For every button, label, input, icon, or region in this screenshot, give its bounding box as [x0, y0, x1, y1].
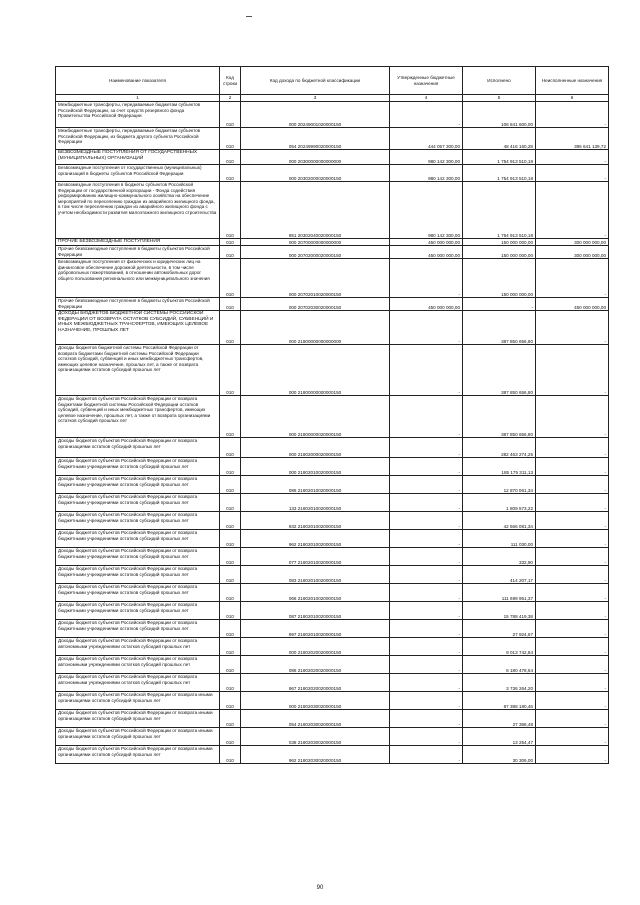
line-code-cell: 010 [220, 298, 241, 311]
budget-code-cell: 000 20249001020000150 [241, 102, 390, 128]
budget-code-cell: 000 20702030020000150 [241, 298, 390, 311]
budget-code-cell: 000 21802010020000150 [241, 458, 390, 476]
approved-cell: 444 057 300,00 [390, 128, 463, 150]
executed-cell: 282 463 274,25 [463, 438, 536, 458]
executed-cell: 27 924,67 [463, 620, 536, 638]
table-row [56, 165, 609, 182]
budget-code-cell: 066 21802010020000150 [241, 584, 390, 602]
column-number: 3 [241, 95, 390, 102]
indicator-name-cell: Доходы бюджетов субъектов Российской Федерации от возврата иными организациями остатков субсидий прошлых лет [56, 710, 220, 728]
approved-cell: - [390, 710, 463, 728]
indicator-name-cell: Доходы бюджетов бюджетной системы Российской Федерации от возврата бюджетами бюджетной системы Российской Федерации остатков субсидий, субвенций и иных межбюджетных трансфертов, имеющих целевое назначение, прошлых лет, а также от возврата организациями остатков субсидий прошлых лет [56, 345, 220, 396]
executed-cell: 48 416 160,28 [463, 128, 536, 150]
column-number: 1 [56, 95, 220, 102]
indicator-name-cell: Доходы бюджетов субъектов Российской Федерации от возврата бюджетными учреждениями остатков субсидий прошлых лет [56, 566, 220, 584]
executed-cell: 9 013 742,84 [463, 638, 536, 656]
column-number: 2 [220, 95, 241, 102]
table-row [56, 728, 609, 746]
executed-cell: - [463, 298, 536, 311]
budget-code-cell: 083 21802010020000150 [241, 566, 390, 584]
line-code-cell: 010 [220, 620, 241, 638]
approved-cell: - [390, 584, 463, 602]
executed-cell: 27 368,48 [463, 710, 536, 728]
unexecuted-cell: - [536, 746, 609, 764]
table-row [56, 128, 609, 150]
indicator-name-cell: Доходы бюджетов субъектов Российской Федерации от возврата бюджетными учреждениями остатков субсидий прошлых лет [56, 476, 220, 494]
approved-cell: - [390, 620, 463, 638]
column-number: 6 [536, 95, 609, 102]
approved-cell: 980 142 300,00 [390, 150, 463, 165]
table-row [56, 345, 609, 396]
indicator-name-cell: Межбюджетные трансферты, передаваемые бюджетам субъектов Российской Федерации, из бюджета другого субъекта Российской Федерации [56, 128, 220, 150]
table-row [56, 602, 609, 620]
unexecuted-cell: - [536, 182, 609, 239]
unexecuted-cell: - [536, 584, 609, 602]
table-row [56, 494, 609, 512]
approved-cell: 980 142 300,00 [390, 182, 463, 239]
table-row [56, 530, 609, 548]
unexecuted-cell: 300 000 000,00 [536, 246, 609, 259]
indicator-name-cell: Доходы бюджетов субъектов Российской Федерации от возврата иными организациями остатков субсидий прошлых лет [56, 728, 220, 746]
indicator-name-cell: Доходы бюджетов субъектов Российской Федерации от возврата бюджетными учреждениями остатков субсидий прошлых лет [56, 494, 220, 512]
unexecuted-cell: - [536, 548, 609, 566]
unexecuted-cell: - [536, 458, 609, 476]
unexecuted-cell: - [536, 566, 609, 584]
budget-code-cell: 087 21802010020000150 [241, 602, 390, 620]
indicator-name-cell: ДОХОДЫ БЮДЖЕТОВ БЮДЖЕТНОЙ СИСТЕМЫ РОССИЙСКОЙ ФЕДЕРАЦИИ ОТ ВОЗВРАТА ОСТАТКОВ СУБСИДИЙ, СУБВЕНЦИЙ И ИНЫХ МЕЖБЮДЖЕТНЫХ ТРАНСФЕРТОВ, ИМЕЮЩИХ ЦЕЛЕВОЕ НАЗНАЧЕНИЕ, ПРОШЛЫХ ЛЕТ [56, 311, 220, 345]
header-executed: Исполнено [463, 67, 536, 95]
executed-cell: 87 388 180,46 [463, 692, 536, 710]
table-row [56, 239, 609, 246]
unexecuted-cell: - [536, 476, 609, 494]
approved-cell: - [390, 746, 463, 764]
approved-cell: - [390, 476, 463, 494]
indicator-name-cell: Безвозмездные поступления в бюджеты субъектов Российской Федерации от государственной корпорации - Фонда содействия реформированию жилищно-коммунального хозяйства на обеспечение мероприятий по переселению граждан из аварийного жилищного фонда, в том числе переселению граждан из аварийного жилищного фонда с учетом необходимости развития малоэтажного жилищного строительства [56, 182, 220, 239]
approved-cell: - [390, 638, 463, 656]
unexecuted-cell: 300 000 000,00 [536, 239, 609, 246]
indicator-name-cell: Доходы бюджетов субъектов Российской Федерации от возврата иными организациями остатков субсидий прошлых лет [56, 746, 220, 764]
table-row [56, 476, 609, 494]
unexecuted-cell: 395 641 139,72 [536, 128, 609, 150]
table-row [56, 566, 609, 584]
budget-code-cell: 133 21802010020000150 [241, 494, 390, 512]
revenue-report-table [55, 66, 609, 764]
budget-code-cell: 054 20249990020000150 [241, 128, 390, 150]
executed-cell: 111 030,00 [463, 530, 536, 548]
unexecuted-cell: - [536, 512, 609, 530]
executed-cell: 106 841 600,00 [463, 102, 536, 128]
executed-cell: 15 788 419,38 [463, 602, 536, 620]
approved-cell: - [390, 438, 463, 458]
line-code-cell: 010 [220, 150, 241, 165]
table-row [56, 638, 609, 656]
table-row [56, 182, 609, 239]
header-line-code: Код строки [220, 67, 241, 95]
column-number: 5 [463, 95, 536, 102]
indicator-name-cell: Прочие безвозмездные поступления в бюджеты субъектов Российской Федерации [56, 298, 220, 311]
budget-code-cell: 000 21800000020000150 [241, 396, 390, 438]
table-row [56, 150, 609, 165]
line-code-cell: 010 [220, 692, 241, 710]
approved-cell: - [390, 345, 463, 396]
executed-cell: 1 754 913 510,18 [463, 150, 536, 165]
unexecuted-cell: - [536, 710, 609, 728]
budget-code-cell: 000 20300000000000000 [241, 150, 390, 165]
table-row [56, 458, 609, 476]
executed-cell: 414 207,17 [463, 566, 536, 584]
indicator-name-cell: Безвозмездные поступления от физических и юридических лиц на финансовое обеспечение дорожной деятельности, в том числе добровольных пожертвований, в отношении автомобильных дорог общего пользования регионального или межмуниципального значения [56, 259, 220, 298]
executed-cell: 111 699 951,37 [463, 584, 536, 602]
header-indicator-name: Наименование показателя [56, 67, 220, 95]
budget-code-cell: 932 21802010020000150 [241, 512, 390, 530]
unexecuted-cell: - [536, 396, 609, 438]
indicator-name-cell: Доходы бюджетов субъектов Российской Федерации от возврата организациями остатков субсидий прошлых лет [56, 438, 220, 458]
line-code-cell: 010 [220, 128, 241, 150]
executed-cell: 332,90 [463, 548, 536, 566]
line-code-cell: 010 [220, 512, 241, 530]
header-approved: Утвержденные бюджетные назначения [390, 67, 463, 95]
table-row [56, 102, 609, 128]
indicator-name-cell: Доходы бюджетов субъектов Российской Федерации от возврата бюджетными учреждениями остатков субсидий прошлых лет [56, 512, 220, 530]
indicator-name-cell: Доходы бюджетов субъектов Российской Федерации от возврата автономными учреждениями остатков субсидий прошлых лет [56, 656, 220, 674]
table-row [56, 512, 609, 530]
table-row [56, 710, 609, 728]
unexecuted-cell: - [536, 602, 609, 620]
line-code-cell: 010 [220, 548, 241, 566]
indicator-name-cell: Доходы бюджетов субъектов Российской Федерации от возврата бюджетными учреждениями остатков субсидий прошлых лет [56, 584, 220, 602]
line-code-cell: 010 [220, 102, 241, 128]
approved-cell: 980 142 300,00 [390, 165, 463, 182]
approved-cell: 450 000 000,00 [390, 298, 463, 311]
budget-code-cell: 000 21802020020000150 [241, 638, 390, 656]
approved-cell: - [390, 566, 463, 584]
line-code-cell: 010 [220, 438, 241, 458]
indicator-name-cell: Доходы бюджетов субъектов Российской Федерации от возврата бюджетами бюджетной системы Российской Федерации остатков субсидий, субвенций и иных межбюджетных трансфертов, имеющих целевое назначение, прошлых лет, а также от возврата организациями остатков субсидий прошлых лет [56, 396, 220, 438]
indicator-name-cell: Доходы бюджетов субъектов Российской Федерации от возврата автономными учреждениями остатков субсидий прошлых лет [56, 674, 220, 692]
budget-code-cell: 967 21802020020000150 [241, 674, 390, 692]
approved-cell: - [390, 602, 463, 620]
unexecuted-cell: - [536, 674, 609, 692]
line-code-cell: 010 [220, 458, 241, 476]
indicator-name-cell: Доходы бюджетов субъектов Российской Федерации от возврата бюджетными учреждениями остатков субсидий прошлых лет [56, 548, 220, 566]
line-code-cell: 010 [220, 345, 241, 396]
page-number: 90 [316, 885, 324, 891]
report-body [56, 102, 609, 764]
line-code-cell: 010 [220, 246, 241, 259]
column-number-row [56, 95, 609, 102]
executed-cell: 150 000 000,00 [463, 239, 536, 246]
approved-cell: - [390, 656, 463, 674]
table-row [56, 746, 609, 764]
executed-cell: 1 809 573,22 [463, 494, 536, 512]
approved-cell: 450 000 000,00 [390, 239, 463, 246]
executed-cell: 12 870 061,34 [463, 476, 536, 494]
approved-cell: - [390, 102, 463, 128]
budget-code-cell: 000 21802000020000150 [241, 438, 390, 458]
line-code-cell: 010 [220, 638, 241, 656]
unexecuted-cell: - [536, 165, 609, 182]
indicator-name-cell: БЕЗВОЗМЕЗДНЫЕ ПОСТУПЛЕНИЯ ОТ ГОСУДАРСТВЕННЫХ (МУНИЦИПАЛЬНЫХ) ОРГАНИЗАЦИЙ [56, 150, 220, 165]
budget-code-cell: 000 20700000000000000 [241, 239, 390, 246]
approved-cell: - [390, 259, 463, 298]
executed-cell: 387 850 656,80 [463, 311, 536, 345]
scan-mark [246, 16, 252, 17]
unexecuted-cell: - [536, 620, 609, 638]
table-row [56, 584, 609, 602]
line-code-cell: 010 [220, 674, 241, 692]
budget-code-cell: 000 20302000020000150 [241, 165, 390, 182]
approved-cell: - [390, 530, 463, 548]
budget-code-cell: 962 21802010020000150 [241, 530, 390, 548]
budget-code-cell: 962 21802030020000150 [241, 746, 390, 764]
executed-cell: 42 566 081,34 [463, 512, 536, 530]
approved-cell: - [390, 458, 463, 476]
unexecuted-cell: - [536, 494, 609, 512]
table-row [56, 438, 609, 458]
line-code-cell: 010 [220, 259, 241, 298]
executed-cell: 13 254,47 [463, 728, 536, 746]
approved-cell: - [390, 494, 463, 512]
indicator-name-cell: Безвозмездные поступления от государственных (муниципальных) организаций в бюджеты субъектов Российской Федерации [56, 165, 220, 182]
executed-cell: 30 306,00 [463, 746, 536, 764]
unexecuted-cell: - [536, 692, 609, 710]
budget-code-cell: 038 21802030020000150 [241, 728, 390, 746]
table-row [56, 548, 609, 566]
budget-code-cell: 086 21802010020000150 [241, 476, 390, 494]
unexecuted-cell: - [536, 530, 609, 548]
line-code-cell: 010 [220, 566, 241, 584]
unexecuted-cell: - [536, 638, 609, 656]
approved-cell: - [390, 548, 463, 566]
unexecuted-cell: - [536, 345, 609, 396]
budget-code-cell: 054 21802030020000150 [241, 710, 390, 728]
line-code-cell: 010 [220, 584, 241, 602]
approved-cell: - [390, 692, 463, 710]
budget-code-cell: 000 20702010020000150 [241, 259, 390, 298]
indicator-name-cell: Доходы бюджетов субъектов Российской Федерации от возврата бюджетными учреждениями остатков субсидий прошлых лет [56, 530, 220, 548]
header-row [56, 67, 609, 95]
budget-code-cell: 000 20702000020000150 [241, 246, 390, 259]
approved-cell: 450 000 000,00 [390, 246, 463, 259]
approved-cell: - [390, 728, 463, 746]
executed-cell: 6 180 478,64 [463, 656, 536, 674]
line-code-cell: 010 [220, 239, 241, 246]
header-budget-code: Код дохода по бюджетной классификации [241, 67, 390, 95]
unexecuted-cell: - [536, 259, 609, 298]
indicator-name-cell: Межбюджетные трансферты, передаваемые бюджетам субъектов Российской Федерации, за счет средств резервного фонда Правительства Российской Федерации [56, 102, 220, 128]
budget-code-cell: 086 21802020020000150 [241, 656, 390, 674]
budget-code-cell: 851 20302040020000150 [241, 182, 390, 239]
unexecuted-cell: - [536, 102, 609, 128]
indicator-name-cell: Доходы бюджетов субъектов Российской Федерации от возврата бюджетными учреждениями остатков субсидий прошлых лет [56, 458, 220, 476]
line-code-cell: 010 [220, 656, 241, 674]
executed-cell: 3 736 264,20 [463, 674, 536, 692]
line-code-cell: 010 [220, 182, 241, 239]
table-row [56, 246, 609, 259]
line-code-cell: 010 [220, 396, 241, 438]
budget-code-cell: 077 21802010020000150 [241, 548, 390, 566]
table-row [56, 396, 609, 438]
table-row [56, 620, 609, 638]
indicator-name-cell: Доходы бюджетов субъектов Российской Федерации от возврата иными организациями остатков субсидий прошлых лет [56, 692, 220, 710]
table-row [56, 311, 609, 345]
executed-cell: 185 175 311,13 [463, 458, 536, 476]
line-code-cell: 010 [220, 165, 241, 182]
budget-code-cell: 000 21800000000000150 [241, 345, 390, 396]
executed-cell: 1 754 913 510,18 [463, 165, 536, 182]
line-code-cell: 010 [220, 746, 241, 764]
column-number: 4 [390, 95, 463, 102]
table-row [56, 259, 609, 298]
executed-cell: 150 000 000,00 [463, 259, 536, 298]
line-code-cell: 010 [220, 530, 241, 548]
line-code-cell: 010 [220, 710, 241, 728]
unexecuted-cell: - [536, 150, 609, 165]
line-code-cell: 010 [220, 476, 241, 494]
indicator-name-cell: Доходы бюджетов субъектов Российской Федерации от возврата бюджетными учреждениями остатков субсидий прошлых лет [56, 602, 220, 620]
approved-cell: - [390, 674, 463, 692]
line-code-cell: 010 [220, 602, 241, 620]
indicator-name-cell: Доходы бюджетов субъектов Российской Федерации от возврата автономными учреждениями остатков субсидий прошлых лет [56, 638, 220, 656]
approved-cell: - [390, 311, 463, 345]
indicator-name-cell: Прочие безвозмездные поступления в бюджеты субъектов Российской Федерации [56, 246, 220, 259]
budget-code-cell: 000 21802030020000150 [241, 692, 390, 710]
table-row [56, 656, 609, 674]
unexecuted-cell: - [536, 438, 609, 458]
line-code-cell: 010 [220, 728, 241, 746]
table-row [56, 692, 609, 710]
executed-cell: 1 754 913 510,18 [463, 182, 536, 239]
approved-cell: - [390, 396, 463, 438]
line-code-cell: 010 [220, 311, 241, 345]
unexecuted-cell: - [536, 728, 609, 746]
line-code-cell: 010 [220, 494, 241, 512]
table-row [56, 298, 609, 311]
indicator-name-cell: ПРОЧИЕ БЕЗВОЗМЕЗДНЫЕ ПОСТУПЛЕНИЯ [56, 239, 220, 246]
executed-cell: 150 000 000,00 [463, 246, 536, 259]
unexecuted-cell: 450 000 000,00 [536, 298, 609, 311]
unexecuted-cell: - [536, 311, 609, 345]
budget-code-cell: 997 21802010020000150 [241, 620, 390, 638]
executed-cell: 387 850 656,80 [463, 396, 536, 438]
approved-cell: - [390, 512, 463, 530]
header-unexecuted: Неисполненные назначения [536, 67, 609, 95]
executed-cell: 387 850 656,80 [463, 345, 536, 396]
unexecuted-cell: - [536, 656, 609, 674]
indicator-name-cell: Доходы бюджетов субъектов Российской Федерации от возврата бюджетными учреждениями остатков субсидий прошлых лет [56, 620, 220, 638]
budget-code-cell: 000 21800000000000000 [241, 311, 390, 345]
table-row [56, 674, 609, 692]
